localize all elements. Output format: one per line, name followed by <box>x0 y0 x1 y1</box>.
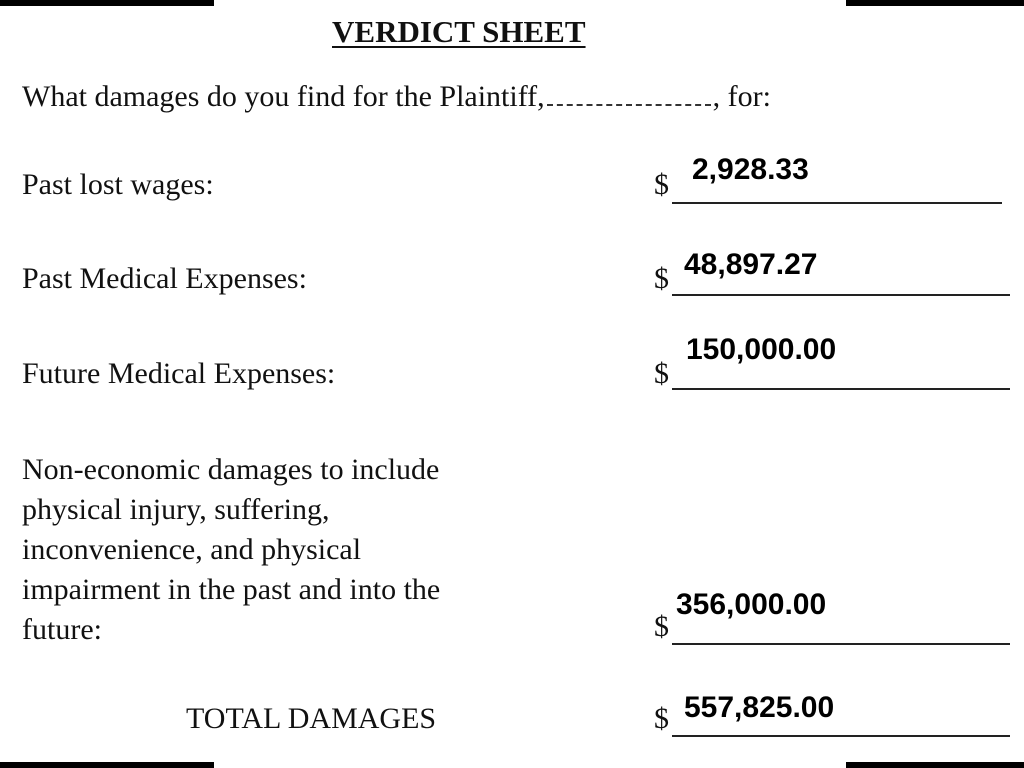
future-medical-expenses-dollar: $ <box>654 357 669 390</box>
future-medical-expenses-line <box>672 388 1010 390</box>
past-medical-expenses-amount: 48,897.27 <box>684 248 818 281</box>
non-economic-label-line: Non-economic damages to include <box>22 453 440 486</box>
non-economic-label-line: impairment in the past and into the <box>22 573 441 606</box>
past-medical-expenses-label: Past Medical Expenses: <box>22 262 307 295</box>
future-medical-expenses-amount: 150,000.00 <box>686 333 837 366</box>
non-economic-damages-line <box>672 643 1010 645</box>
non-economic-damages-label <box>22 450 542 650</box>
non-economic-label-line: physical injury, suffering, <box>22 493 330 526</box>
total-damages-dollar: $ <box>654 702 669 735</box>
page-title: VERDICT SHEET <box>332 14 586 49</box>
non-economic-label-line: inconvenience, and physical <box>22 533 362 566</box>
corner-bar-top-left <box>0 0 214 6</box>
past-lost-wages-dollar: $ <box>654 168 669 201</box>
non-economic-label-line: future: <box>22 613 102 646</box>
damages-question <box>22 80 771 114</box>
future-medical-expenses-label: Future Medical Expenses: <box>22 357 336 390</box>
total-damages-line <box>672 735 1010 737</box>
past-medical-expenses-dollar: $ <box>654 262 669 295</box>
past-lost-wages-label: Past lost wages: <box>22 168 214 201</box>
plaintiff-name-redacted <box>547 84 711 106</box>
non-economic-damages-amount: 356,000.00 <box>676 588 827 621</box>
corner-bar-bottom-left <box>0 762 214 768</box>
past-medical-expenses-line <box>672 294 1010 296</box>
total-damages-amount: 557,825.00 <box>684 691 835 724</box>
question-suffix: , for: <box>712 80 771 113</box>
non-economic-damages-dollar: $ <box>654 610 669 643</box>
past-lost-wages-line <box>672 202 1002 204</box>
corner-bar-bottom-right <box>846 762 1024 768</box>
corner-bar-top-right <box>846 0 1024 6</box>
question-prefix: What damages do you find for the Plaintiff, <box>22 80 545 113</box>
past-lost-wages-amount: 2,928.33 <box>692 153 809 186</box>
total-damages-label: TOTAL DAMAGES <box>186 702 437 735</box>
